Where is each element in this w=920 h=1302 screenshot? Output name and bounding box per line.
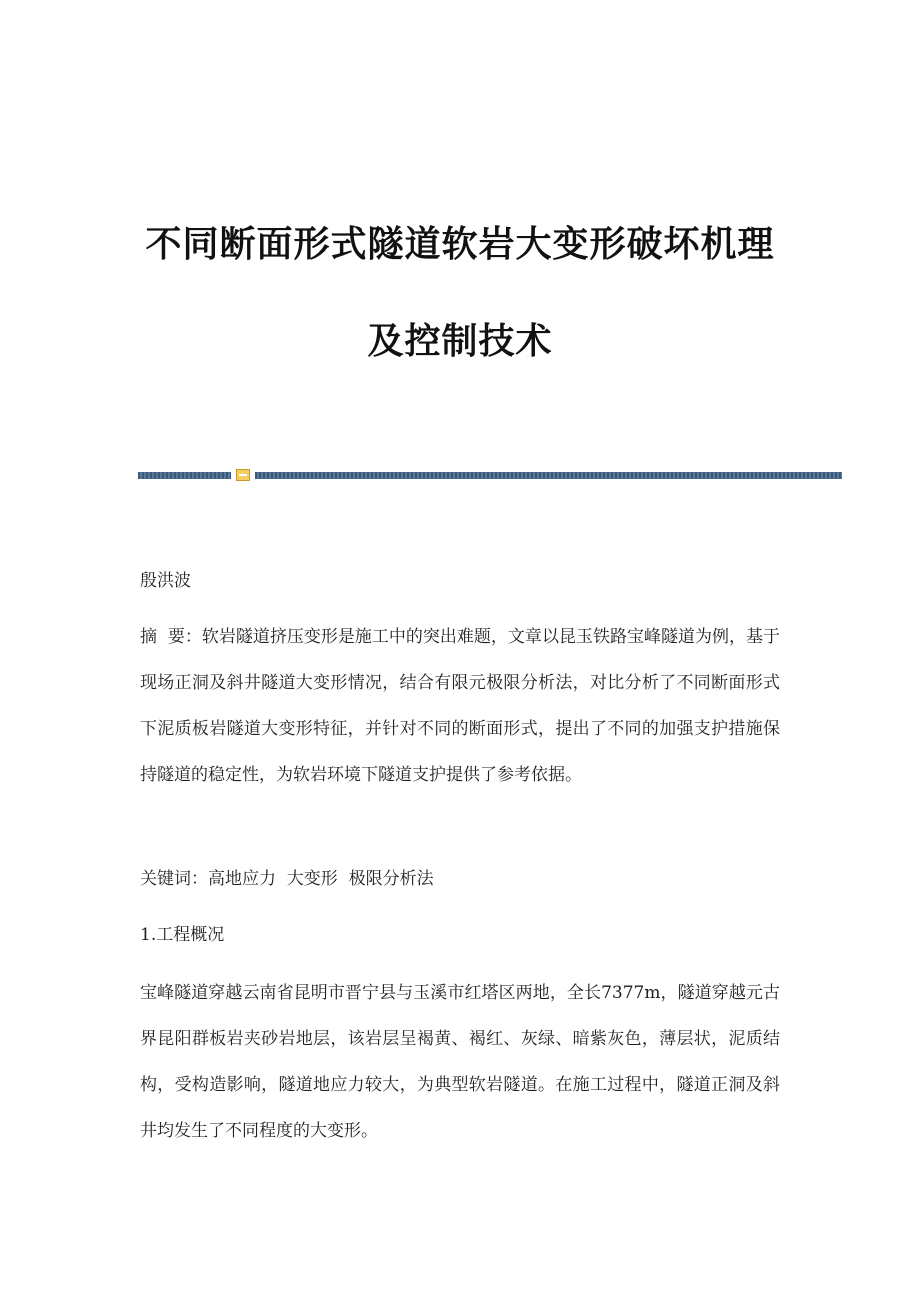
divider-bar-right (255, 472, 842, 479)
divider-bar-left (138, 472, 231, 479)
document-title-line-1: 不同断面形式隧道软岩大变形破坏机理 (145, 223, 775, 265)
document-title-line-2: 及控制技术 (367, 320, 553, 362)
abstract-text: 软岩隧道挤压变形是施工中的突出难题，文章以昆玉铁路宝峰隧道为例，基于现场正洞及斜井隧道大变形情况，结合有限元极限分析法，对比分析了不同断面形式下泥质板岩隧道大变形特征，并针对不同的断面形式，提出了不同的加强支护措施保持隧道的稳定性，为软岩环境下隧道支护提供了参考依据。 (140, 627, 781, 785)
abstract-paragraph (140, 614, 780, 798)
section-paragraph: 宝峰隧道穿越云南省昆明市晋宁县与玉溪市红塔区两地，全长7377m，隧道穿越元古界昆阳群板岩夹砂岩地层，该岩层呈褐黄、褐红、灰绿、暗紫灰色，薄层状，泥质结构，受构造影响，隧道地应力较大，为典型软岩隧道。在施工过程中，隧道正洞及斜井均发生了不同程度的大变形。 (140, 983, 780, 1141)
keywords-line: 关键词：高地应力 大变形 极限分析法 (140, 869, 434, 889)
section-heading: 1.工程概况 (140, 925, 225, 945)
title-divider (138, 468, 842, 482)
author-name: 殷洪波 (140, 571, 191, 591)
divider-ornament-icon (236, 469, 250, 481)
abstract-label: 摘 要： (140, 627, 202, 647)
